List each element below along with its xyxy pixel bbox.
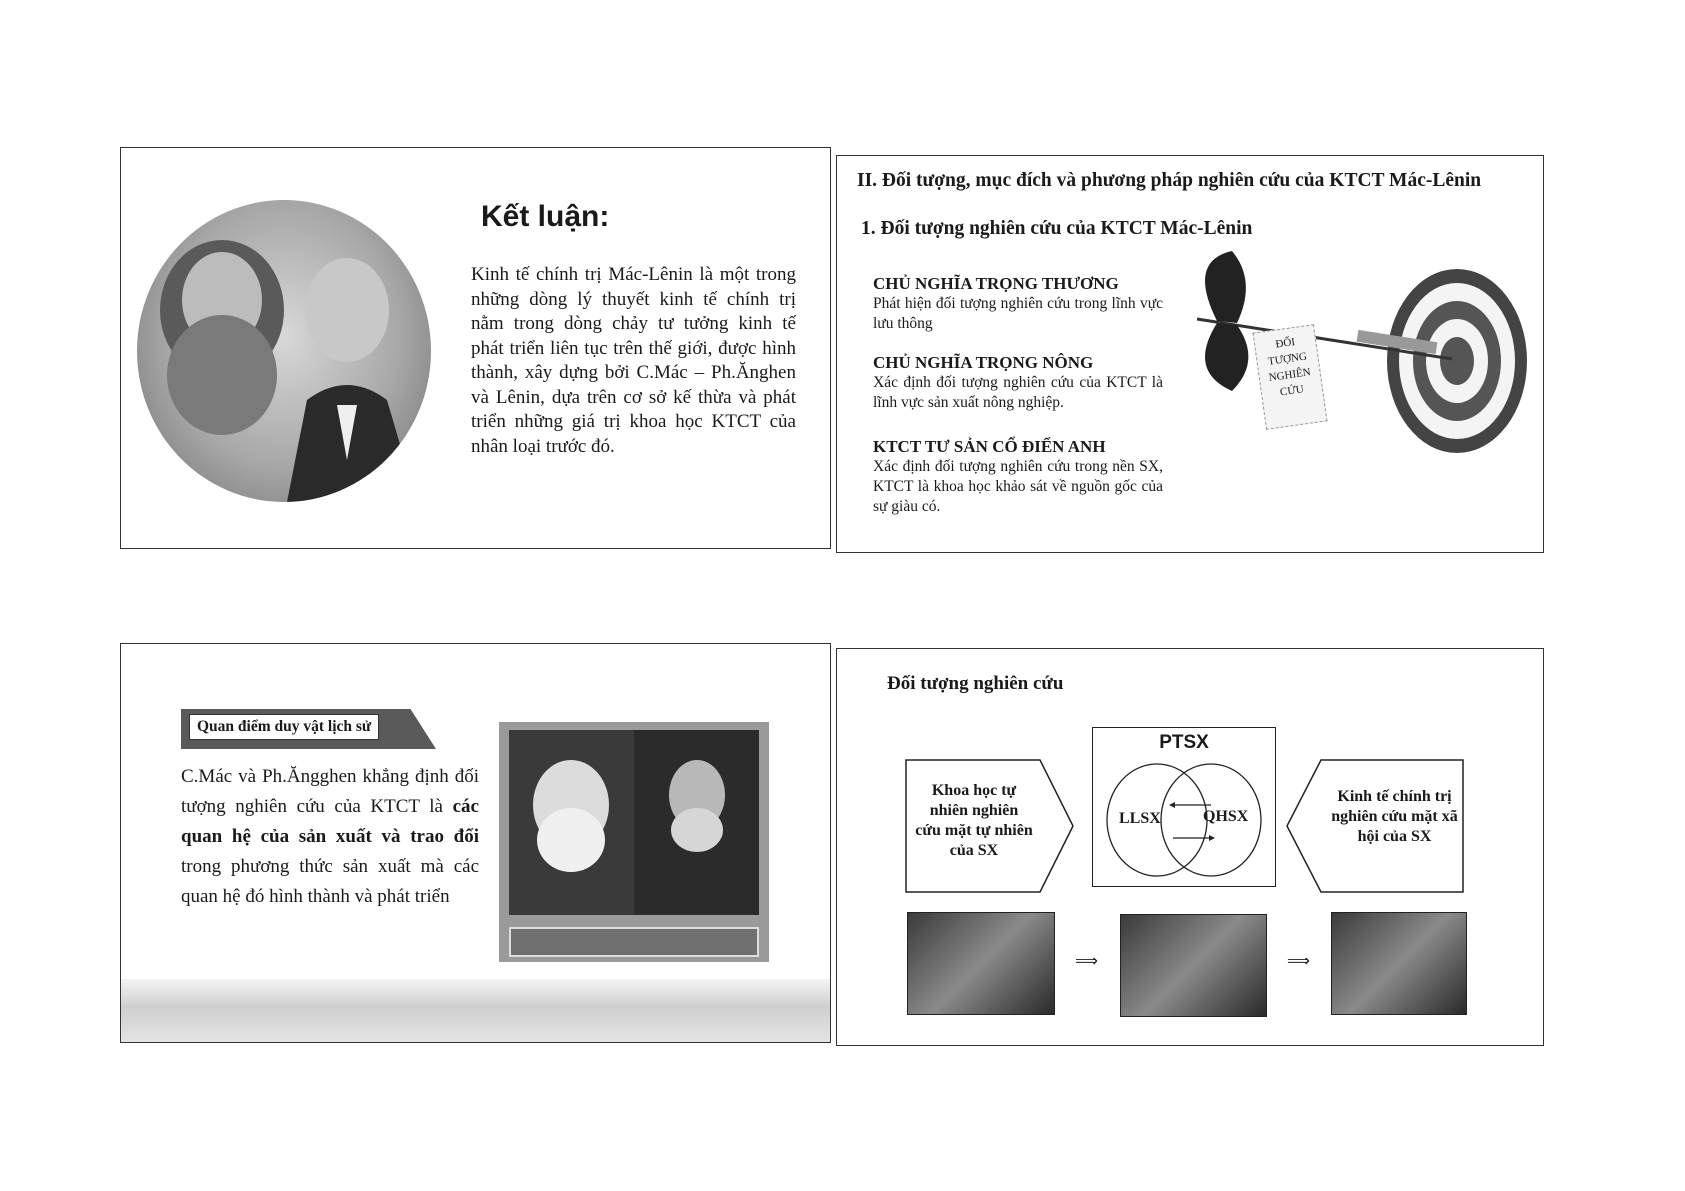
slide-historical-materialism: [120, 643, 831, 1043]
dart-target-icon: [1177, 251, 1532, 481]
school-title: CHỦ NGHĨA TRỌNG THƯƠNG: [873, 274, 1119, 293]
tag-line: NGHIÊN: [1267, 366, 1312, 384]
slide-research-object: [836, 155, 1544, 553]
natural-science-box: Khoa học tự nhiên nghiên cứu mặt tự nhiên của SX: [915, 782, 1033, 859]
political-economy-box: Kinh tế chính trị nghiên cứu mặt xã hội của SX: [1331, 788, 1458, 845]
marx-engels-portrait-image: [509, 730, 759, 915]
marx-engels-portrait-frame: [499, 722, 769, 962]
slide-title: Đối tượng nghiên cứu: [887, 673, 1064, 694]
finance-photo-image: [1331, 912, 1467, 1015]
school-description: Phát hiện đối tượng nghiên cứu trong lĩnh vực lưu thông: [873, 295, 1163, 332]
school-item: [873, 437, 1163, 517]
conclusion-text: Kinh tế chính trị Mác-Lênin là một trong những dòng lý thuyết kinh tế chính trị nằm trong dòng chảy tư tưởng kinh tế phát triển liên tục trên thế giới, được hình thành, xây dựng bởi C.Mác – Ph.Ănghen và Lênin, dựa trên cơ sở kế thừa và phát triển những giá trị khoa học KTCT của nhân loại trước đó.: [471, 264, 796, 457]
text-part: C.Mác và Ph.Ăngghen khẳng định đối tượng nghiên cứu của KTCT là: [181, 766, 479, 817]
slide-research-object-diagram: [836, 648, 1544, 1046]
tag-line: ĐỐI: [1274, 336, 1296, 351]
school-item: [873, 274, 1163, 334]
money-photo-image: [907, 912, 1055, 1015]
school-title: KTCT TƯ SẢN CỔ ĐIỂN ANH: [873, 437, 1106, 456]
subsection-heading: 1. Đối tượng nghiên cứu của KTCT Mác-Lênin: [861, 218, 1253, 239]
ptsx-title: PTSX: [1159, 732, 1209, 753]
banner-label: Quan điểm duy vật lịch sử: [189, 714, 379, 740]
frame-caption-bar: [509, 927, 759, 957]
historical-materialism-text: [181, 762, 479, 912]
slide-conclusion: [120, 147, 831, 549]
school-description: Xác định đối tượng nghiên cứu trong nền SX, KTCT là khoa học khảo sát về nguồn gốc của sự giàu có.: [873, 458, 1163, 515]
marx-lenin-portrait-image: [137, 200, 431, 502]
arrow-right-icon: ⟹: [1287, 951, 1310, 970]
text-emphasis: các quan hệ của sản xuất và trao đổi: [181, 796, 479, 847]
qhsx-label: QHSX: [1203, 808, 1249, 825]
llsx-label: LLSX: [1119, 810, 1161, 827]
tag-line: TƯỢNG: [1267, 350, 1308, 368]
sea-background-image: [121, 979, 831, 1042]
school-description: Xác định đối tượng nghiên cứu của KTCT là lĩnh vực sản xuất nông nghiệp.: [873, 374, 1163, 411]
tag-line: CỨU: [1279, 383, 1305, 399]
ptsx-box: [1092, 727, 1276, 887]
school-title: CHỦ NGHĨA TRỌNG NÔNG: [873, 353, 1094, 372]
slide-title: Kết luận:: [481, 200, 610, 233]
section-heading: II. Đối tượng, mục đích và phương pháp nghiên cứu của KTCT Mác-Lênin: [857, 170, 1482, 191]
text-part: trong phương thức sản xuất mà các quan hệ đó hình thành và phát triển: [181, 856, 479, 907]
welding-photo-image: [1120, 914, 1267, 1017]
school-item: [873, 353, 1163, 413]
arrow-right-icon: ⟹: [1075, 951, 1098, 970]
